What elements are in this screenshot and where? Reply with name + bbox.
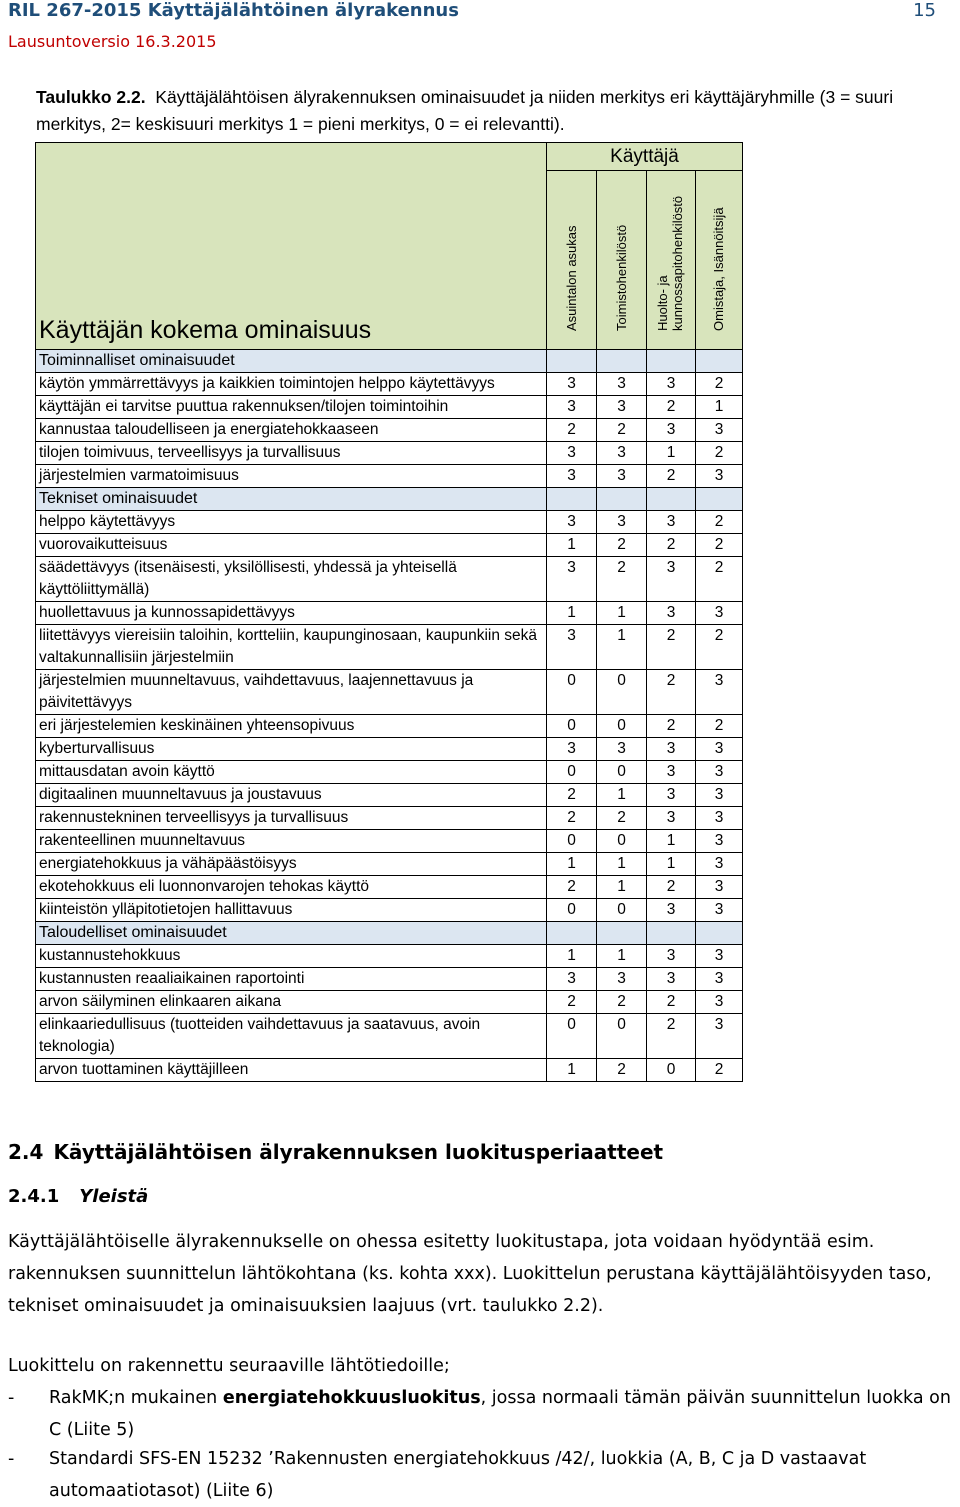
section-empty-cell xyxy=(647,488,696,511)
section-row xyxy=(36,922,743,945)
col-header-owner: Omistaja, Isännöitsijä xyxy=(696,171,743,350)
feature-label: ekotehokkuus eli luonnonvarojen tehokas käyttö xyxy=(36,876,547,899)
rating-cell: 3 xyxy=(696,738,743,761)
feature-label: kustannusten reaaliaikainen raportointi xyxy=(36,968,547,991)
rating-cell: 2 xyxy=(647,625,696,670)
rating-cell: 3 xyxy=(647,557,696,602)
feature-label: liitettävyys viereisiin taloihin, kortteliin, kaupunginosaan, kaupunkiin sekä valtakunnallisiin järjestelmiin xyxy=(36,625,547,670)
table-row xyxy=(36,602,743,625)
feature-label: järjestelmien muunneltavuus, vaihdettavuus, laajennettavuus ja päivitettävyys xyxy=(36,670,547,715)
rating-cell: 0 xyxy=(547,715,597,738)
feature-label: digitaalinen muunneltavuus ja joustavuus xyxy=(36,784,547,807)
rating-cell: 2 xyxy=(696,511,743,534)
feature-label: eri järjestelemien keskinäinen yhteensopivuus xyxy=(36,715,547,738)
rating-cell: 3 xyxy=(547,442,597,465)
table-row xyxy=(36,945,743,968)
rating-cell: 1 xyxy=(597,602,647,625)
rating-cell: 3 xyxy=(696,853,743,876)
rating-cell: 2 xyxy=(647,876,696,899)
rating-cell: 2 xyxy=(647,396,696,419)
rating-cell: 2 xyxy=(597,1059,647,1082)
rating-cell: 1 xyxy=(547,602,597,625)
section-empty-cell xyxy=(696,488,743,511)
rating-cell: 1 xyxy=(696,396,743,419)
rating-cell: 1 xyxy=(597,853,647,876)
section-row xyxy=(36,350,743,373)
properties-table xyxy=(35,142,743,1082)
feature-label: rakenteellinen muunneltavuus xyxy=(36,830,547,853)
rating-cell: 3 xyxy=(597,396,647,419)
feature-label: arvon tuottaminen käyttäjilleen xyxy=(36,1059,547,1082)
table-row xyxy=(36,968,743,991)
section-heading-2-4: 2.4 Käyttäjälähtöisen älyrakennuksen luokitusperiaatteet xyxy=(8,1140,664,1164)
rating-cell: 3 xyxy=(696,876,743,899)
feature-label: huollettavuus ja kunnossapidettävyys xyxy=(36,602,547,625)
table-row xyxy=(36,1059,743,1082)
rating-cell: 3 xyxy=(547,465,597,488)
rating-cell: 1 xyxy=(547,853,597,876)
page-number: 15 xyxy=(913,0,936,21)
rating-cell: 3 xyxy=(647,761,696,784)
rating-cell: 3 xyxy=(547,738,597,761)
rating-cell: 2 xyxy=(696,442,743,465)
rating-cell: 3 xyxy=(647,968,696,991)
page-header-title: RIL 267-2015 Käyttäjälähtöinen älyrakennus xyxy=(8,0,459,21)
rating-cell: 1 xyxy=(647,853,696,876)
rating-cell: 2 xyxy=(547,807,597,830)
rating-cell: 2 xyxy=(696,557,743,602)
rating-cell: 0 xyxy=(547,761,597,784)
feature-label: käyttäjän ei tarvitse puuttua rakennuksen/tilojen toimintoihin xyxy=(36,396,547,419)
rating-cell: 3 xyxy=(597,373,647,396)
rating-cell: 3 xyxy=(597,465,647,488)
rating-cell: 3 xyxy=(647,784,696,807)
feature-label: säädettävyys (itsenäisesti, yksilöllisesti, yhdessä ja yhteisellä käyttöliittymällä) xyxy=(36,557,547,602)
page-header-version: Lausuntoversio 16.3.2015 xyxy=(8,32,217,51)
section-empty-cell xyxy=(547,488,597,511)
section-empty-cell xyxy=(696,350,743,373)
section-title: Tekniset ominaisuudet xyxy=(36,488,547,511)
rating-cell: 3 xyxy=(647,602,696,625)
table-row xyxy=(36,807,743,830)
feature-label: kiinteistön ylläpitotietojen hallittavuus xyxy=(36,899,547,922)
rating-cell: 3 xyxy=(696,945,743,968)
rating-cell: 3 xyxy=(647,807,696,830)
rating-cell: 3 xyxy=(547,557,597,602)
table-row xyxy=(36,465,743,488)
table-caption-label: Taulukko 2.2. xyxy=(36,87,146,107)
table-row xyxy=(36,373,743,396)
rating-cell: 2 xyxy=(696,625,743,670)
table-row xyxy=(36,557,743,602)
rating-cell: 0 xyxy=(647,1059,696,1082)
rating-cell: 3 xyxy=(647,373,696,396)
feature-label: kyberturvallisuus xyxy=(36,738,547,761)
section-empty-cell xyxy=(597,488,647,511)
table-row xyxy=(36,396,743,419)
rating-cell: 2 xyxy=(696,715,743,738)
rating-cell: 3 xyxy=(547,511,597,534)
paragraph-basis: Luokittelu on rakennettu seuraaville lähtötiedoille; xyxy=(8,1356,450,1376)
rating-cell: 3 xyxy=(696,784,743,807)
feature-header: Käyttäjän kokema ominaisuus xyxy=(39,316,372,344)
rating-cell: 3 xyxy=(696,899,743,922)
list-item-energy-class: - RakMK;n mukainen energiatehokkuusluokitus, jossa normaali tämän päivän suunnittelun luokka on C (Liite 5) xyxy=(8,1388,951,1440)
rating-cell: 2 xyxy=(597,807,647,830)
rating-cell: 3 xyxy=(547,373,597,396)
rating-cell: 1 xyxy=(647,830,696,853)
rating-cell: 2 xyxy=(696,534,743,557)
table-row xyxy=(36,899,743,922)
rating-cell: 3 xyxy=(647,738,696,761)
rating-cell: 2 xyxy=(647,991,696,1014)
section-empty-cell xyxy=(547,922,597,945)
table-row xyxy=(36,784,743,807)
table-row xyxy=(36,876,743,899)
section-title: Taloudelliset ominaisuudet xyxy=(36,922,547,945)
feature-label: kannustaa taloudelliseen ja energiatehokkaaseen xyxy=(36,419,547,442)
user-header: Käyttäjä xyxy=(547,143,743,171)
rating-cell: 2 xyxy=(597,557,647,602)
rating-cell: 3 xyxy=(597,738,647,761)
col-header-office-staff: Toimistohenkilöstö xyxy=(597,171,647,350)
rating-cell: 1 xyxy=(547,1059,597,1082)
feature-label: kustannustehokkuus xyxy=(36,945,547,968)
table-row xyxy=(36,830,743,853)
rating-cell: 3 xyxy=(597,442,647,465)
rating-cell: 3 xyxy=(696,1014,743,1059)
rating-cell: 3 xyxy=(647,899,696,922)
feature-label: energiatehokkuus ja vähäpäästöisyys xyxy=(36,853,547,876)
section-empty-cell xyxy=(647,350,696,373)
table-row xyxy=(36,625,743,670)
rating-cell: 2 xyxy=(696,373,743,396)
rating-cell: 3 xyxy=(696,968,743,991)
rating-cell: 0 xyxy=(547,830,597,853)
rating-cell: 3 xyxy=(696,670,743,715)
rating-cell: 2 xyxy=(547,876,597,899)
rating-cell: 2 xyxy=(547,419,597,442)
rating-cell: 2 xyxy=(597,419,647,442)
rating-cell: 0 xyxy=(597,899,647,922)
section-empty-cell xyxy=(547,350,597,373)
rating-cell: 3 xyxy=(547,968,597,991)
section-row xyxy=(36,488,743,511)
rating-cell: 2 xyxy=(547,991,597,1014)
rating-cell: 0 xyxy=(597,830,647,853)
rating-cell: 2 xyxy=(647,715,696,738)
rating-cell: 0 xyxy=(597,761,647,784)
rating-cell: 3 xyxy=(696,991,743,1014)
rating-cell: 2 xyxy=(647,1014,696,1059)
rating-cell: 1 xyxy=(547,534,597,557)
rating-cell: 0 xyxy=(547,899,597,922)
col-header-resident: Asuintalon asukas xyxy=(547,171,597,350)
rating-cell: 2 xyxy=(597,534,647,557)
table-row xyxy=(36,738,743,761)
table-row xyxy=(36,1014,743,1059)
section-empty-cell xyxy=(597,350,647,373)
rating-cell: 3 xyxy=(597,511,647,534)
rating-cell: 3 xyxy=(696,602,743,625)
rating-cell: 3 xyxy=(647,945,696,968)
feature-label: käytön ymmärrettävyys ja kaikkien toimintojen helppo käytettävyys xyxy=(36,373,547,396)
list-item-standard: - Standardi SFS-EN 15232 ’Rakennusten energiatehokkuus /42/, luokkia (A, B, C ja D vastaavat automaatiotasot) (Liite 6) xyxy=(8,1449,867,1501)
rating-cell: 1 xyxy=(547,945,597,968)
rating-cell: 0 xyxy=(597,670,647,715)
rating-cell: 1 xyxy=(597,876,647,899)
rating-cell: 1 xyxy=(597,784,647,807)
rating-cell: 3 xyxy=(696,419,743,442)
feature-label: elinkaariedullisuus (tuotteiden vaihdettavuus ja saatavuus, avoin teknologia) xyxy=(36,1014,547,1059)
rating-cell: 2 xyxy=(597,991,647,1014)
rating-cell: 2 xyxy=(547,784,597,807)
feature-label: tilojen toimivuus, terveellisyys ja turvallisuus xyxy=(36,442,547,465)
paragraph-classification: Käyttäjälähtöiselle älyrakennukselle on ohessa esitetty luokitustapa, jota voidaan hyödyntää esim. rakennuksen suunnittelun lähtökohtana (ks. kohta xxx). Luokittelun perustana käyttäjälähtöisyyden taso, tekniset ominaisuudet ja ominaisuuksien laajuus (vrt. taulukko 2.2). xyxy=(8,1232,932,1316)
section-title: Toiminnalliset ominaisuudet xyxy=(36,350,547,373)
table-row xyxy=(36,715,743,738)
feature-label: helppo käytettävyys xyxy=(36,511,547,534)
rating-cell: 3 xyxy=(696,465,743,488)
feature-label: arvon säilyminen elinkaaren aikana xyxy=(36,991,547,1014)
table-row xyxy=(36,419,743,442)
rating-cell: 0 xyxy=(597,715,647,738)
rating-cell: 0 xyxy=(547,670,597,715)
rating-cell: 1 xyxy=(597,945,647,968)
rating-cell: 3 xyxy=(696,807,743,830)
section-empty-cell xyxy=(647,922,696,945)
rating-cell: 2 xyxy=(647,534,696,557)
feature-label: rakennustekninen terveellisyys ja turvallisuus xyxy=(36,807,547,830)
rating-cell: 2 xyxy=(696,1059,743,1082)
rating-cell: 0 xyxy=(547,1014,597,1059)
col-header-maintenance-staff: Huolto- ja kunnossapitohenkilöstö xyxy=(647,171,696,350)
table-caption xyxy=(36,84,946,138)
section-empty-cell xyxy=(696,922,743,945)
rating-cell: 3 xyxy=(696,761,743,784)
table-row xyxy=(36,442,743,465)
rating-cell: 3 xyxy=(647,511,696,534)
feature-label: mittausdatan avoin käyttö xyxy=(36,761,547,784)
table-row xyxy=(36,534,743,557)
table-row xyxy=(36,511,743,534)
rating-cell: 3 xyxy=(547,625,597,670)
feature-label: vuorovaikutteisuus xyxy=(36,534,547,557)
rating-cell: 3 xyxy=(547,396,597,419)
rating-cell: 0 xyxy=(597,1014,647,1059)
rating-cell: 3 xyxy=(647,419,696,442)
rating-cell: 3 xyxy=(597,968,647,991)
table-row xyxy=(36,991,743,1014)
table-row xyxy=(36,670,743,715)
rating-cell: 2 xyxy=(647,670,696,715)
table-caption-text: Käyttäjälähtöisen älyrakennuksen ominaisuudet ja niiden merkitys eri käyttäjäryhmille (3 = suuri merkitys, 2= keskisuuri merkitys 1 = pieni merkitys, 0 = ei relevantti). xyxy=(36,87,894,134)
section-empty-cell xyxy=(597,922,647,945)
rating-cell: 1 xyxy=(597,625,647,670)
feature-header-cell xyxy=(36,143,547,350)
table-row xyxy=(36,761,743,784)
rating-cell: 3 xyxy=(696,830,743,853)
feature-label: järjestelmien varmatoimisuus xyxy=(36,465,547,488)
section-heading-2-4-1: 2.4.1 Yleistä xyxy=(8,1186,149,1207)
rating-cell: 1 xyxy=(647,442,696,465)
rating-cell: 2 xyxy=(647,465,696,488)
table-row xyxy=(36,853,743,876)
